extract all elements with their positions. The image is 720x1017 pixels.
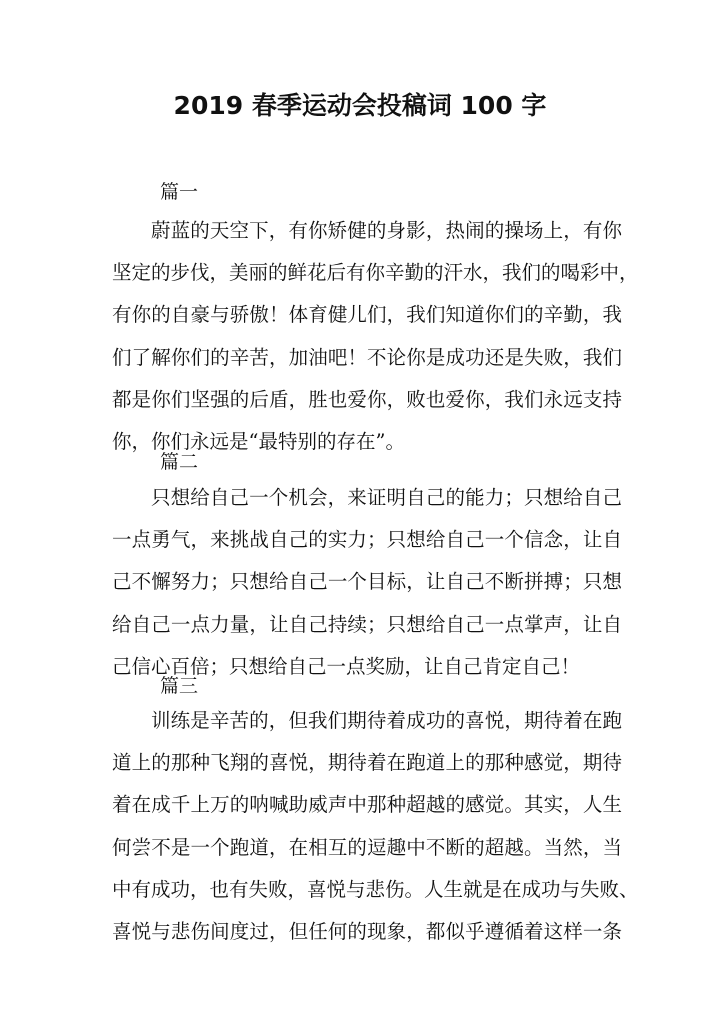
text-line: 只想给自己一个机会，来证明自己的能力；只想给自己 <box>151 486 622 509</box>
text-line: 一点勇气，来挑战自己的实力；只想给自己一个信念，让自 <box>112 528 622 552</box>
section-body-3 <box>112 700 639 953</box>
section-heading-1: 篇一 <box>160 181 199 203</box>
text-line: 坚定的步伐，美丽的鲜花后有你辛勤的汗水，我们的喝彩中， <box>112 261 639 285</box>
text-line: 有你的自豪与骄傲！体育健儿们，我们知道你们的辛勤，我 <box>112 303 622 327</box>
text-line: 道上的那种飞翔的喜悦，期待着在跑道上的那种感觉，期待 <box>112 751 622 775</box>
text-line: 何尝不是一个跑道，在相互的逗趣中不断的超越。当然，当 <box>112 835 622 859</box>
text-line: 你，你们永远是“最特别的存在”。 <box>112 429 405 453</box>
text-line: 着在成千上万的呐喊助威声中那种超越的感觉。其实，人生 <box>112 793 622 817</box>
text-line: 喜悦与悲伤间度过，但任何的现象，都似乎遵循着这样一条 <box>112 919 622 943</box>
section-heading-2: 篇二 <box>160 451 199 473</box>
text-line: 己信心百倍；只想给自己一点奖励，让自己肯定自己！ <box>112 654 581 678</box>
text-line: 己不懈努力；只想给自己一个目标，让自己不断拼搏；只想 <box>112 570 622 594</box>
section-heading-3: 篇三 <box>160 675 199 697</box>
document-title: 2019 春季运动会投稿词 100 字 <box>173 91 547 120</box>
text-line: 给自己一点力量，让自己持续；只想给自己一点掌声，让自 <box>112 612 622 636</box>
text-line: 训练是辛苦的，但我们期待着成功的喜悦，期待着在跑 <box>151 709 622 732</box>
section-body-2 <box>112 477 622 688</box>
text-line: 们了解你们的辛苦，加油吧！不论你是成功还是失败，我们 <box>112 345 622 369</box>
text-line: 都是你们坚强的后盾，胜也爱你，败也爱你，我们永远支持 <box>112 387 622 411</box>
text-line: 蔚蓝的天空下，有你矫健的身影，热闹的操场上，有你 <box>151 219 622 242</box>
text-line: 中有成功，也有失败，喜悦与悲伤。人生就是在成功与失败、 <box>112 877 639 901</box>
section-body-1 <box>112 210 639 463</box>
